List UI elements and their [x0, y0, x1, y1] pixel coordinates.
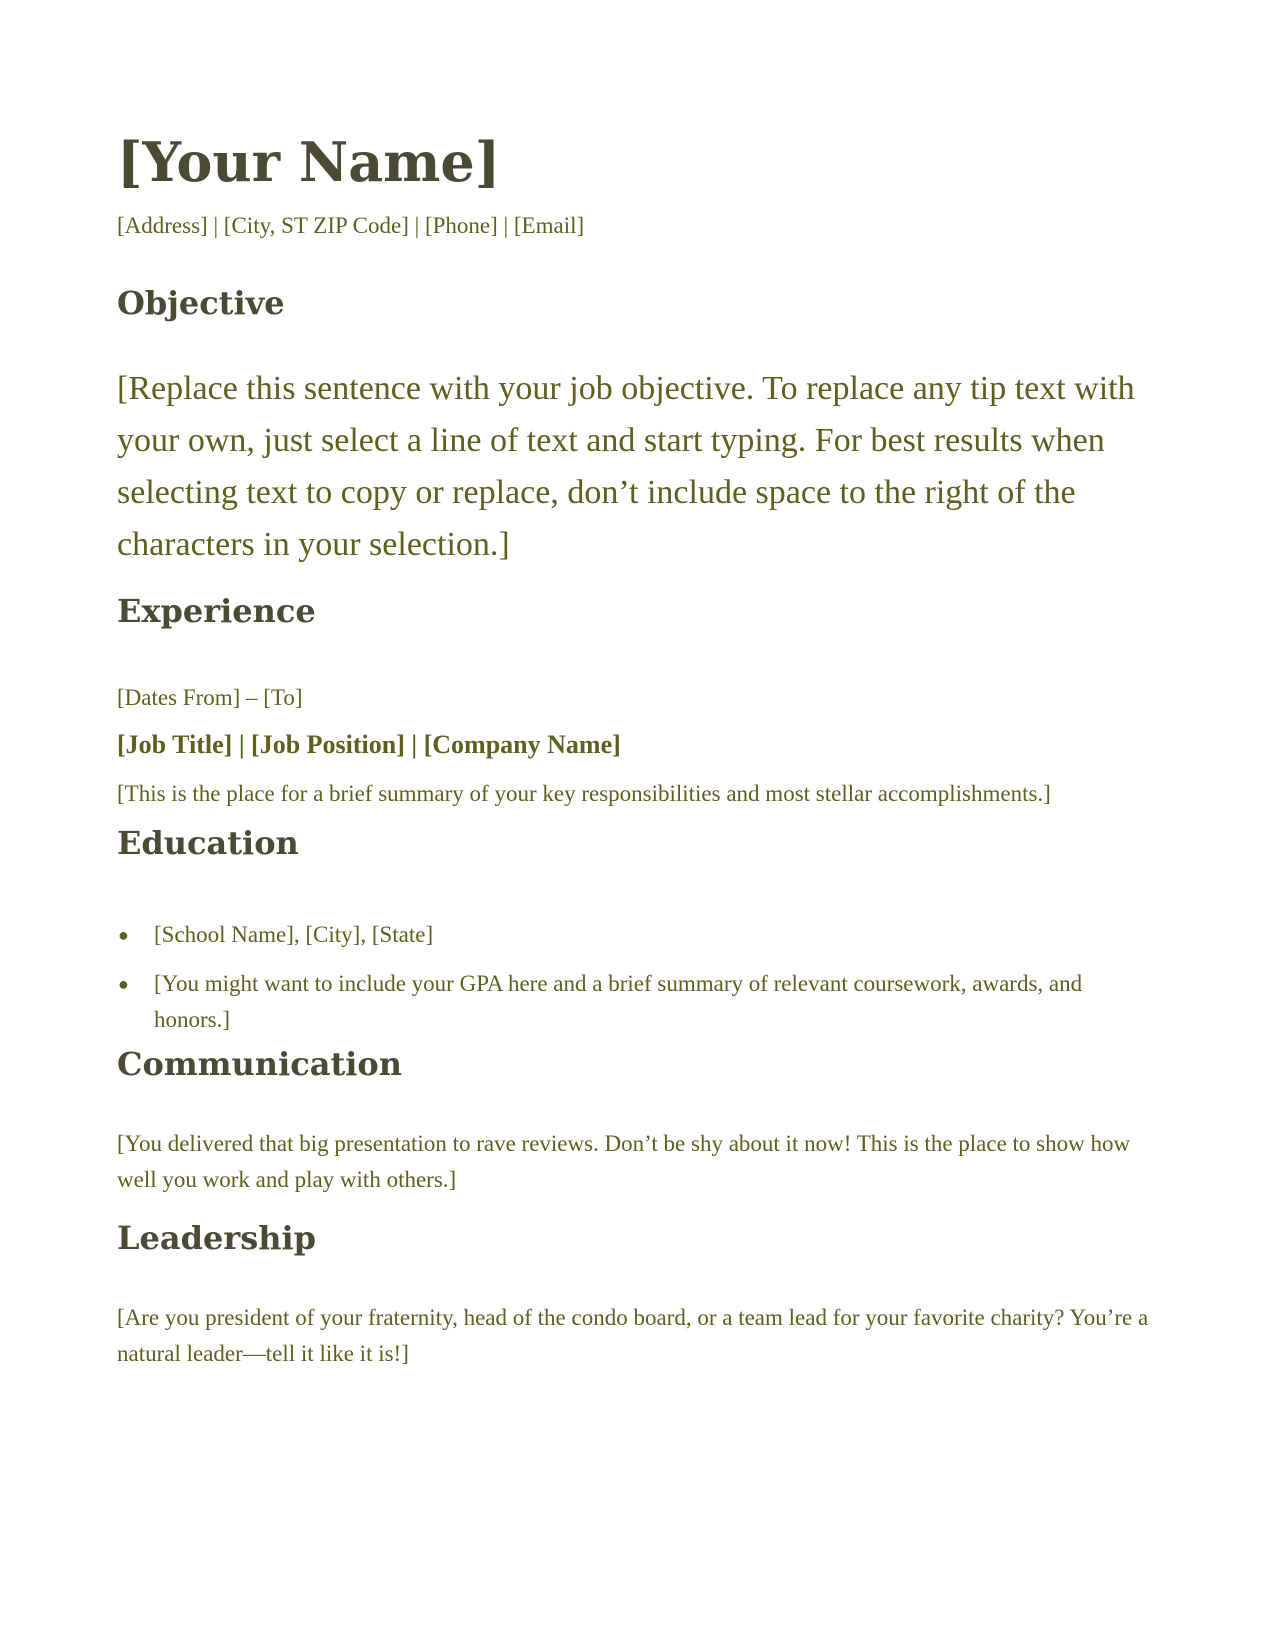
bullet-icon: ●: [118, 974, 129, 994]
objective-text[interactable]: [Replace this sentence with your job objective. To replace any tip text with your own, just select a line of text and start typing. For best results when selecting text to copy or replace, don’t include space to the right of the characters in your selection.]: [117, 370, 1135, 563]
leadership-heading: Leadership: [117, 1219, 316, 1257]
experience-summary[interactable]: [This is the place for a brief summary of your key responsibilities and most stellar accomplishments.]: [117, 781, 1051, 806]
experience-dates[interactable]: [Dates From] – [To]: [117, 685, 303, 710]
resume-name[interactable]: [Your Name]: [117, 130, 501, 194]
contact-line[interactable]: [Address] | [City, ST ZIP Code] | [Phone] | [Email]: [117, 213, 585, 238]
education-item-text: [School Name], [City], [State]: [154, 922, 434, 947]
bullet-icon: ●: [118, 925, 129, 945]
education-item-text: [You might want to include your GPA here and a brief summary of relevant coursework, awards, and honors.]: [154, 971, 1083, 1032]
leadership-text[interactable]: [Are you president of your fraternity, head of the condo board, or a team lead for your favorite charity? You’re a natural leader—tell it like it is!]: [117, 1305, 1149, 1366]
communication-heading: Communication: [117, 1045, 402, 1083]
education-list: [117, 917, 1157, 1051]
experience-job-line[interactable]: [Job Title] | [Job Position] | [Company Name]: [117, 730, 621, 759]
education-list-item[interactable]: [117, 917, 1157, 953]
education-heading: Education: [117, 824, 299, 862]
communication-text[interactable]: [You delivered that big presentation to rave reviews. Don’t be shy about it now! This is the place to show how well you work and play with others.]: [117, 1131, 1131, 1192]
education-list-item[interactable]: [117, 966, 1157, 1038]
experience-heading: Experience: [117, 592, 316, 630]
objective-heading: Objective: [117, 284, 285, 322]
